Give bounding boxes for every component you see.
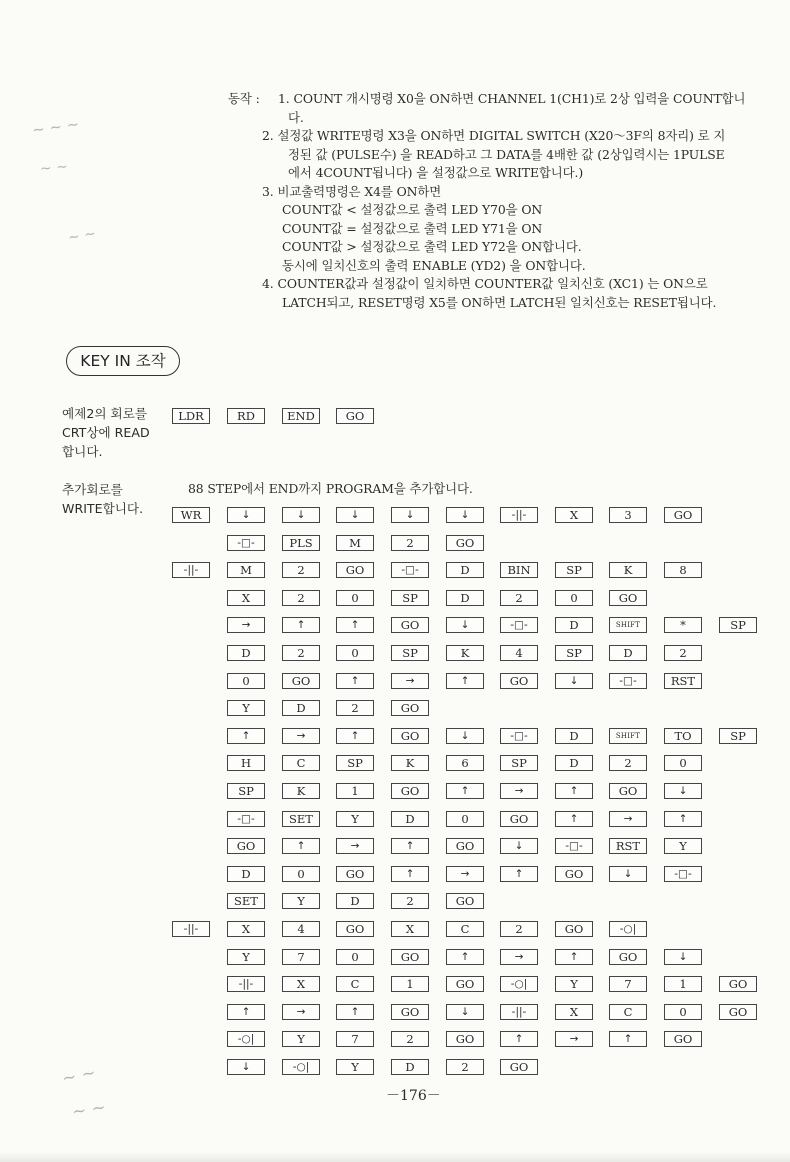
key-sp: SP — [227, 783, 265, 799]
key-k: K — [282, 783, 320, 799]
key-d: D — [336, 893, 374, 909]
key-coil-symbol: -□- — [555, 838, 593, 854]
key-down-arrow: ↓ — [664, 783, 702, 799]
key-y: Y — [336, 811, 374, 827]
key-bin: BIN — [500, 562, 538, 578]
key-up-arrow: ↑ — [391, 838, 429, 854]
key-right-arrow: → — [391, 673, 429, 689]
key-down-arrow: ↓ — [336, 507, 374, 523]
key-1: 1 — [336, 783, 374, 799]
key-b-contact-symbol: -○| — [227, 1031, 265, 1047]
key-1: 1 — [664, 976, 702, 992]
key-sp: SP — [555, 562, 593, 578]
page-number: －176－ — [386, 1088, 441, 1104]
key-7: 7 — [609, 976, 647, 992]
key-sp: SP — [391, 590, 429, 606]
side-text-line: WRITE합니다. — [62, 501, 144, 516]
side-text-line: 합니다. — [62, 444, 103, 459]
key-x: X — [391, 921, 429, 937]
key-down-arrow: ↓ — [227, 1059, 265, 1075]
key-go: GO — [446, 1031, 484, 1047]
key-0: 0 — [664, 1004, 702, 1020]
key-go: GO — [446, 535, 484, 551]
key-up-arrow: ↑ — [500, 866, 538, 882]
key-down-arrow: ↓ — [555, 673, 593, 689]
handwriting-mark: ~ ~ — [66, 225, 98, 247]
key-x: X — [282, 976, 320, 992]
handwriting-mark: ~ ~ — [39, 158, 69, 178]
key-contact-symbol: -||- — [172, 562, 210, 578]
key-up-arrow: ↑ — [336, 673, 374, 689]
key-b-contact-symbol: -○| — [609, 921, 647, 937]
key-up-arrow: ↑ — [446, 783, 484, 799]
key-down-arrow: ↓ — [282, 507, 320, 523]
key-6: 6 — [446, 755, 484, 771]
key-y: Y — [282, 893, 320, 909]
key-y: Y — [555, 976, 593, 992]
handwriting-mark: ~ ~ ~ — [30, 114, 81, 140]
key-d: D — [555, 617, 593, 633]
operation-line: 1. COUNT 개시명령 X0을 ON하면 CHANNEL 1(CH1)로 2상 입력을 COUNT합니 — [278, 91, 746, 106]
side-text-line: 추가회로를 — [62, 482, 123, 497]
key-down-arrow: ↓ — [446, 728, 484, 744]
key-2: 2 — [282, 562, 320, 578]
key-set: SET — [282, 811, 320, 827]
key-right-arrow: → — [282, 728, 320, 744]
key-8: 8 — [664, 562, 702, 578]
key-down-arrow: ↓ — [227, 507, 265, 523]
key-d: D — [446, 562, 484, 578]
key-asterisk: * — [664, 617, 702, 633]
key-2: 2 — [500, 590, 538, 606]
key-go: GO — [227, 838, 265, 854]
key-sp: SP — [719, 617, 757, 633]
key-2: 2 — [500, 921, 538, 937]
key-right-arrow: → — [446, 866, 484, 882]
key-contact-symbol: -||- — [500, 507, 538, 523]
operation-label: 동작 : — [228, 91, 260, 106]
key-2: 2 — [336, 700, 374, 716]
operation-line: 동시에 일치신호의 출력 ENABLE (YD2) 을 ON합니다. — [282, 257, 586, 273]
key-4: 4 — [282, 921, 320, 937]
operation-line: LATCH되고, RESET명령 X5를 ON하면 LATCH된 일치신호는 RESET됩니다. — [282, 294, 717, 310]
key-y: Y — [282, 1031, 320, 1047]
key-2: 2 — [391, 893, 429, 909]
key-go: GO — [719, 1004, 757, 1020]
key-go: GO — [446, 976, 484, 992]
key-go: GO — [609, 949, 647, 965]
key-right-arrow: → — [227, 617, 265, 633]
key-up-arrow: ↑ — [500, 1031, 538, 1047]
keyin-title: KEY IN 조작 — [66, 346, 180, 376]
key-coil-symbol: -□- — [500, 728, 538, 744]
operation-line: 에서 4COUNT됩니다) 을 설정값으로 WRITE합니다.) — [288, 165, 584, 180]
key-up-arrow: ↑ — [555, 783, 593, 799]
key-b-contact-symbol: -○| — [282, 1059, 320, 1075]
key-down-arrow: ↓ — [664, 949, 702, 965]
key-d: D — [555, 728, 593, 744]
key-go: GO — [664, 507, 702, 523]
key-c: C — [336, 976, 374, 992]
key-up-arrow: ↑ — [227, 728, 265, 744]
key-up-arrow: ↑ — [446, 949, 484, 965]
key-up-arrow: ↑ — [609, 1031, 647, 1047]
key-contact-symbol: -||- — [227, 976, 265, 992]
key-c: C — [282, 755, 320, 771]
key-0: 0 — [227, 673, 265, 689]
key-coil-symbol: -□- — [500, 617, 538, 633]
key-go: GO — [391, 728, 429, 744]
key-go: GO — [282, 673, 320, 689]
key-up-arrow: ↑ — [227, 1004, 265, 1020]
key-d: D — [227, 645, 265, 661]
key-k: K — [391, 755, 429, 771]
key-pls: PLS — [282, 535, 320, 551]
key-d: D — [282, 700, 320, 716]
key-contact-symbol: -||- — [500, 1004, 538, 1020]
key-0: 0 — [336, 590, 374, 606]
key-c: C — [609, 1004, 647, 1020]
key-go: GO — [719, 976, 757, 992]
key-go: GO — [500, 1059, 538, 1075]
operation-line: COUNT값 > 설정값으로 출력 LED Y72을 ON합니다. — [282, 239, 582, 254]
key-2: 2 — [282, 645, 320, 661]
key-up-arrow: ↑ — [555, 949, 593, 965]
key-d: D — [227, 866, 265, 882]
key-0: 0 — [336, 645, 374, 661]
key-up-arrow: ↑ — [336, 617, 374, 633]
key-shift: SHIFT — [609, 728, 647, 744]
key-go: GO — [664, 1031, 702, 1047]
key-to: TO — [664, 728, 702, 744]
key-right-arrow: → — [500, 949, 538, 965]
key-c: C — [446, 921, 484, 937]
key-right-arrow: → — [555, 1031, 593, 1047]
side-text-line: CRT상에 READ — [62, 425, 150, 440]
key-sp: SP — [719, 728, 757, 744]
key-0: 0 — [282, 866, 320, 882]
key-up-arrow: ↑ — [664, 811, 702, 827]
key-m: M — [336, 535, 374, 551]
key-right-arrow: → — [609, 811, 647, 827]
key-go: GO — [391, 783, 429, 799]
key-y: Y — [227, 700, 265, 716]
key-rst: RST — [664, 673, 702, 689]
operation-line: 정된 값 (PULSE수) 을 READ하고 그 DATA를 4배한 값 (2상입력시는 1PULSE — [288, 146, 725, 162]
side-text-line: 예제2의 회로를 — [62, 406, 148, 421]
key-d: D — [391, 811, 429, 827]
key-x: X — [227, 590, 265, 606]
key-7: 7 — [336, 1031, 374, 1047]
key-go: GO — [555, 866, 593, 882]
key-right-arrow: → — [336, 838, 374, 854]
key-right-arrow: → — [282, 1004, 320, 1020]
key-k: K — [446, 645, 484, 661]
key-go: GO — [500, 811, 538, 827]
key-ldr: LDR — [172, 408, 210, 424]
key-up-arrow: ↑ — [391, 866, 429, 882]
key-go: GO — [336, 408, 374, 424]
key-go: GO — [609, 783, 647, 799]
key-2: 2 — [664, 645, 702, 661]
key-sp: SP — [555, 645, 593, 661]
key-go: GO — [336, 866, 374, 882]
key-up-arrow: ↑ — [446, 673, 484, 689]
key-go: GO — [391, 1004, 429, 1020]
section2-intro: 88 STEP에서 END까지 PROGRAM을 추가합니다. — [188, 481, 473, 496]
key-go: GO — [391, 700, 429, 716]
key-set: SET — [227, 893, 265, 909]
key-wr: WR — [172, 507, 210, 523]
key-up-arrow: ↑ — [336, 728, 374, 744]
key-2: 2 — [609, 755, 647, 771]
key-rst: RST — [609, 838, 647, 854]
key-y: Y — [336, 1059, 374, 1075]
key-up-arrow: ↑ — [555, 811, 593, 827]
operation-line: 3. 비교출력명령은 X4를 ON하면 — [262, 183, 442, 199]
key-up-arrow: ↑ — [282, 838, 320, 854]
operation-line: COUNT값 = 설정값으로 출력 LED Y71을 ON — [282, 220, 543, 236]
key-1: 1 — [391, 976, 429, 992]
key-x: X — [227, 921, 265, 937]
key-down-arrow: ↓ — [446, 507, 484, 523]
key-end: END — [282, 408, 320, 424]
key-go: GO — [555, 921, 593, 937]
key-go: GO — [500, 673, 538, 689]
key-down-arrow: ↓ — [446, 617, 484, 633]
key-y: Y — [664, 838, 702, 854]
key-go: GO — [446, 893, 484, 909]
key-go: GO — [391, 949, 429, 965]
key-down-arrow: ↓ — [500, 838, 538, 854]
key-down-arrow: ↓ — [391, 507, 429, 523]
key-x: X — [555, 507, 593, 523]
key-sp: SP — [336, 755, 374, 771]
key-b-contact-symbol: -○| — [500, 976, 538, 992]
key-4: 4 — [500, 645, 538, 661]
key-go: GO — [336, 921, 374, 937]
key-right-arrow: → — [500, 783, 538, 799]
key-up-arrow: ↑ — [282, 617, 320, 633]
key-x: X — [555, 1004, 593, 1020]
key-d: D — [555, 755, 593, 771]
key-coil-symbol: -□- — [391, 562, 429, 578]
key-coil-symbol: -□- — [609, 673, 647, 689]
key-go: GO — [336, 562, 374, 578]
handwriting-mark: ~ ~ — [70, 1097, 108, 1123]
key-2: 2 — [391, 535, 429, 551]
key-7: 7 — [282, 949, 320, 965]
key-0: 0 — [664, 755, 702, 771]
key-0: 0 — [555, 590, 593, 606]
key-shift: SHIFT — [609, 617, 647, 633]
key-up-arrow: ↑ — [336, 1004, 374, 1020]
key-go: GO — [391, 617, 429, 633]
key-sp: SP — [391, 645, 429, 661]
handwriting-mark: ~ ~ — [60, 1062, 98, 1090]
key-k: K — [609, 562, 647, 578]
key-sp: SP — [500, 755, 538, 771]
operation-line: 다. — [288, 109, 304, 125]
key-2: 2 — [282, 590, 320, 606]
key-0: 0 — [446, 811, 484, 827]
key-d: D — [609, 645, 647, 661]
key-coil-symbol: -□- — [664, 866, 702, 882]
key-3: 3 — [609, 507, 647, 523]
key-d: D — [391, 1059, 429, 1075]
key-d: D — [446, 590, 484, 606]
key-m: M — [227, 562, 265, 578]
key-coil-symbol: -□- — [227, 535, 265, 551]
key-0: 0 — [336, 949, 374, 965]
operation-line: 2. 설정값 WRITE명령 X3을 ON하면 DIGITAL SWITCH (X20～3F의 8자리) 로 지 — [262, 128, 726, 143]
operation-line: COUNT값 < 설정값으로 출력 LED Y70을 ON — [282, 202, 543, 217]
key-2: 2 — [446, 1059, 484, 1075]
scan-edge — [0, 1152, 790, 1162]
key-y: Y — [227, 949, 265, 965]
operation-line: 4. COUNTER값과 설정값이 일치하면 COUNTER값 일치신호 (XC1) 는 ON으로 — [262, 276, 708, 291]
key-go: GO — [446, 838, 484, 854]
key-coil-symbol: -□- — [227, 811, 265, 827]
key-contact-symbol: -||- — [172, 921, 210, 937]
key-2: 2 — [391, 1031, 429, 1047]
key-go: GO — [609, 590, 647, 606]
key-down-arrow: ↓ — [446, 1004, 484, 1020]
key-rd: RD — [227, 408, 265, 424]
key-down-arrow: ↓ — [609, 866, 647, 882]
key-h: H — [227, 755, 265, 771]
